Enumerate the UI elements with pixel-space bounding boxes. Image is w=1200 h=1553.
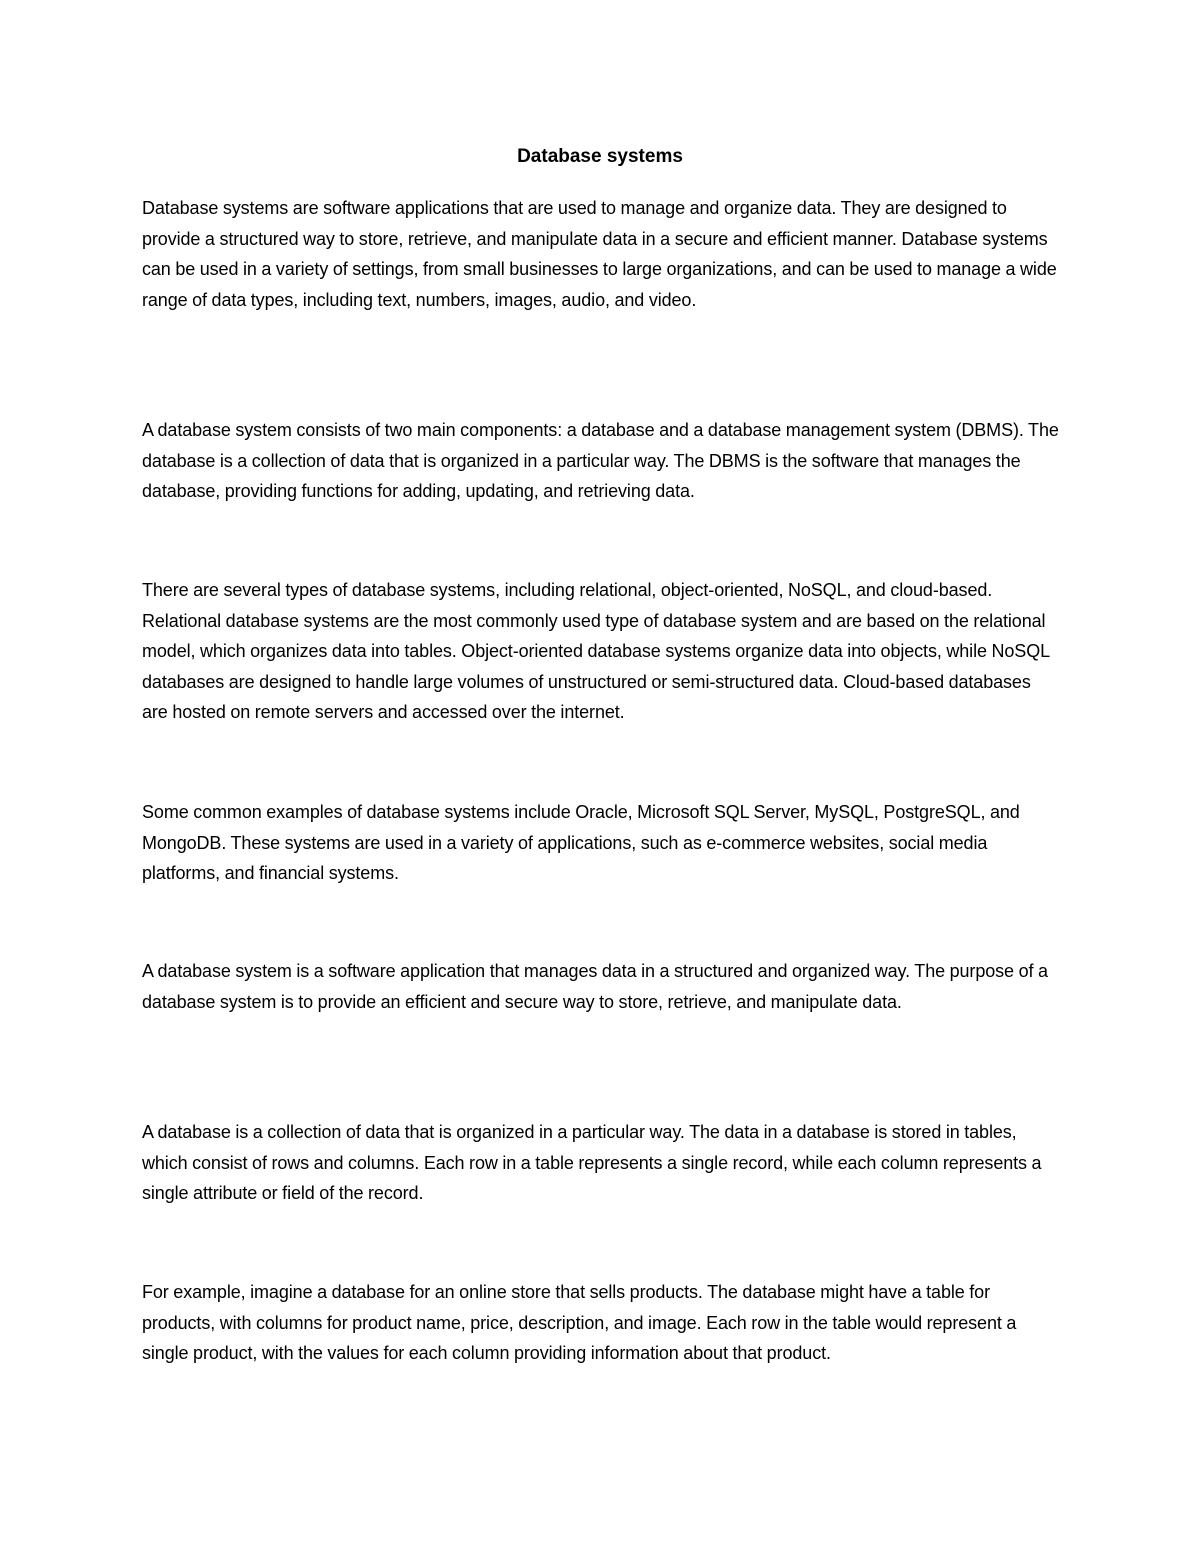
paragraph-types: There are several types of database systems, including relational, object-oriented, NoSQL, and cloud-based. Relational database systems are the most commonly used type of database system and are based on the relational model, which organizes data into tables. Object-oriented database systems organize data into objects, while NoSQL databases are designed to handle large volumes of unstructured or semi-structured data. Cloud-based databases are hosted on remote servers and accessed over the internet. bbox=[142, 580, 1050, 722]
paragraph-components: A database system consists of two main components: a database and a database management system (DBMS). The database is a collection of data that is organized in a particular way. The DBMS is the software that manages the database, providing functions for adding, updating, and retrieving data. bbox=[142, 420, 1059, 501]
paragraph-intro: Database systems are software applications that are used to manage and organize data. They are designed to provide a structured way to store, retrieve, and manipulate data in a secure and efficient manner. Database systems can be used in a variety of settings, from small businesses to large organizations, and can be used to manage a wide range of data types, including text, numbers, images, audio, and video. bbox=[142, 198, 1057, 310]
paragraph-store-example: For example, imagine a database for an online store that sells products. The database might have a table for products, with columns for product name, price, description, and image. Each row in the table would represent a single product, with the values for each column providing information about that product. bbox=[142, 1282, 1017, 1363]
page-title: Database systems bbox=[517, 146, 683, 167]
paragraph-examples: Some common examples of database systems include Oracle, Microsoft SQL Server, MySQL, PostgreSQL, and MongoDB. These systems are used in a variety of applications, such as e-commerce websites, social media platforms, and financial systems. bbox=[142, 802, 1020, 883]
paragraph-database-definition: A database is a collection of data that is organized in a particular way. The data in a database is stored in tables, which consist of rows and columns. Each row in a table represents a single record, while each column represents a single attribute or field of the record. bbox=[142, 1122, 1042, 1203]
paragraph-purpose: A database system is a software application that manages data in a structured and organized way. The purpose of a database system is to provide an efficient and secure way to store, retrieve, and manipulate data. bbox=[142, 961, 1048, 1012]
